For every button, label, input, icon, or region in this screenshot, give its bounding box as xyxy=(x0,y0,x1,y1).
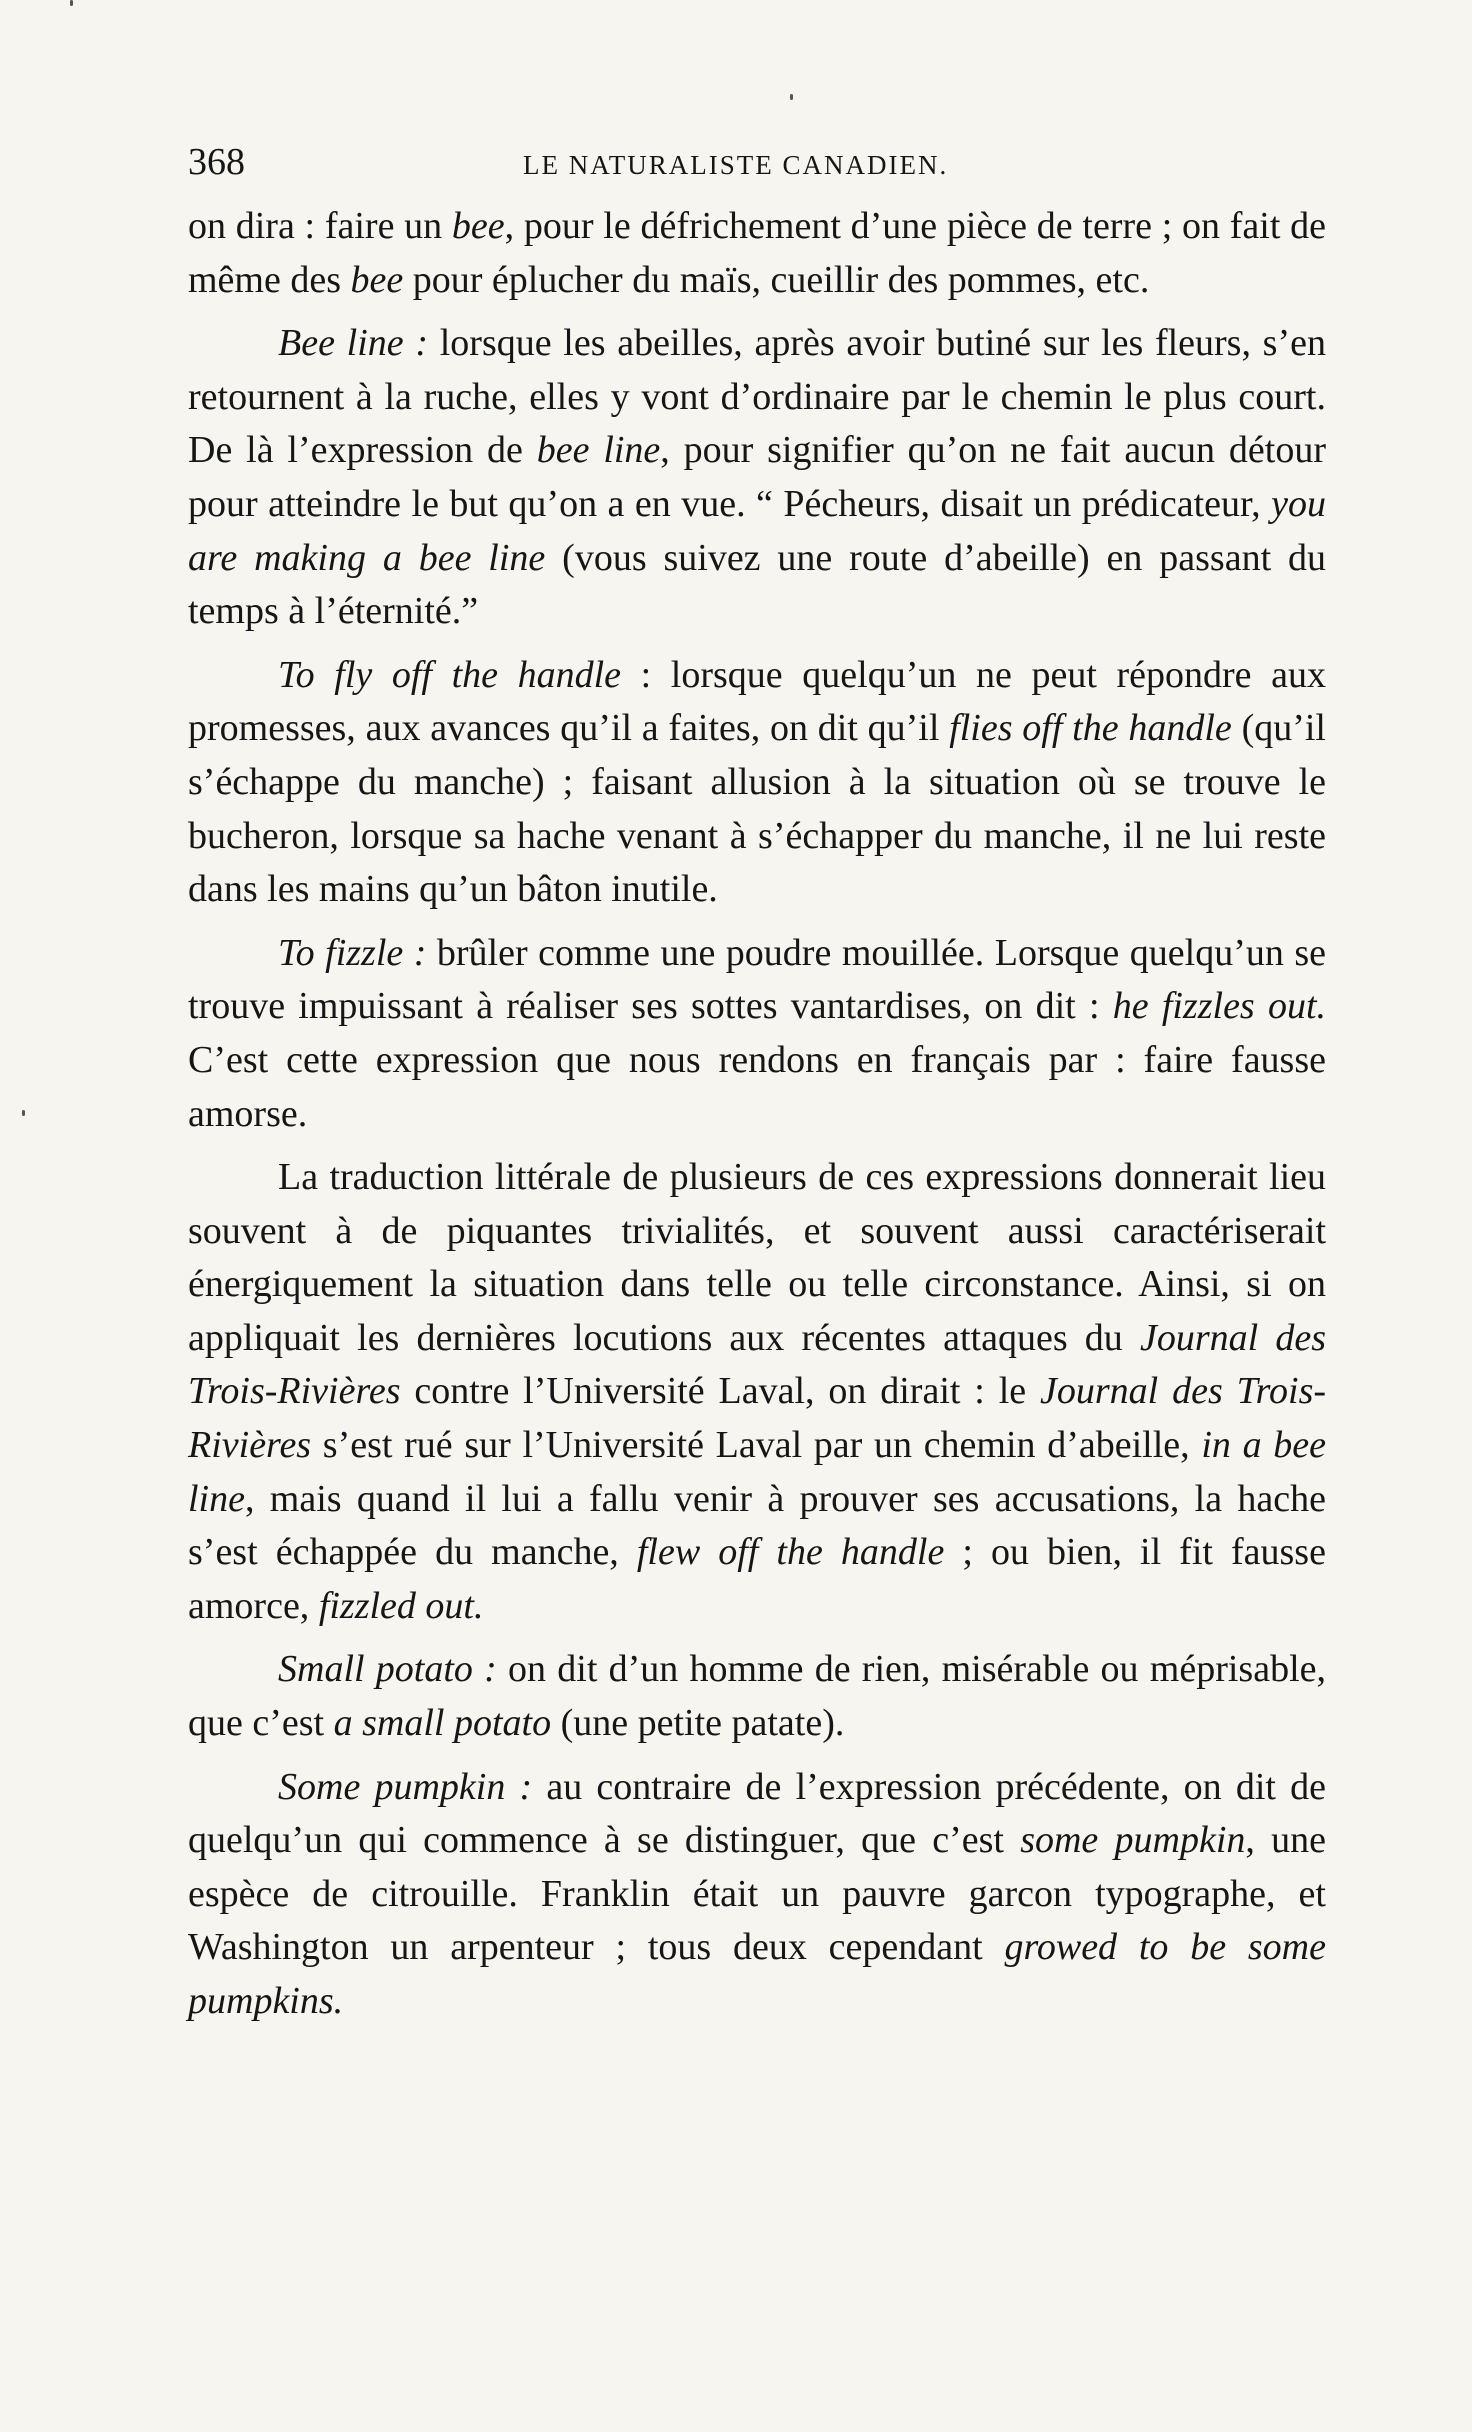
scan-speck xyxy=(22,1110,25,1116)
italic-term: To fly off the handle xyxy=(278,653,622,696)
book-page xyxy=(188,140,1326,2039)
text-run: (vous suivez une route d’abeille) en passant du temps à l’éternité.” xyxy=(188,536,1327,633)
journal-title: LE NATURALISTE CANADIEN. xyxy=(523,150,949,180)
italic-term: Small potato : xyxy=(278,1648,497,1691)
text-run: pour éplucher du maïs, cueillir des pommes, etc. xyxy=(403,258,1150,301)
body-text xyxy=(188,200,1326,2029)
paragraph xyxy=(188,927,1326,1141)
italic-term: flies off the handle xyxy=(949,707,1232,750)
scan-speck xyxy=(70,0,73,6)
italic-term: growed to be some pumpkins. xyxy=(188,1926,1326,2022)
italic-term: bee xyxy=(451,205,505,247)
italic-term: Bee line : xyxy=(278,322,429,365)
text-run: La traduction littérale de plusieurs de ces expressions donnerait lieu souvent à de piquantes trivialités, et souvent aussi caractériserait énergiquement la situation dans telle ou telle circonstance. Ainsi, si on appliquait les dernières locutions aux récentes attaques du xyxy=(188,1156,1326,1359)
text-run: on dira : faire un xyxy=(188,205,452,247)
text-run: , pour le défrichement d’une pièce de terre ; on fait de même des xyxy=(188,205,1326,301)
text-run: ; ou bien, il fit fausse amorce, xyxy=(188,1531,1326,1627)
italic-term: he fizzles out. xyxy=(1112,985,1326,1028)
italic-term: you are making a bee line xyxy=(188,482,1326,579)
italic-term: bee xyxy=(350,258,404,301)
text-run: , mais quand il lui a fallu venir à prouver ses accusations, la hache s’est échappée du manche, xyxy=(188,1477,1326,1574)
text-run: au contraire de l’expression précédente, on dit de quelqu’un qui commence à se distinguer, que c’est xyxy=(188,1765,1326,1862)
paragraph xyxy=(188,1643,1326,1750)
text-run: , une espèce de citrouille. Franklin était un pauvre garcon typographe, et Washington un arpenteur ; tous deux cependant xyxy=(188,1819,1326,1969)
text-run: : lorsque quelqu’un ne peut répondre aux promesses, aux avances qu’il a faites, on dit qu’il xyxy=(188,653,1326,750)
text-run: contre l’Université Laval, on dirait : le xyxy=(400,1370,1041,1413)
italic-term: Some pumpkin : xyxy=(278,1765,533,1808)
italic-term: a small potato xyxy=(333,1702,552,1745)
text-run: C’est cette expression que nous rendons en français par : faire fausse amorse. xyxy=(188,1038,1326,1135)
text-run: brûler comme une poudre mouillée. Lorsque quelqu’un se trouve impuissant à réaliser ses sottes vantardises, on dit : xyxy=(188,931,1327,1028)
italic-term: some pumpkin xyxy=(1020,1819,1246,1862)
italic-term: fizzled out. xyxy=(318,1584,484,1627)
text-run: s’est rué sur l’Université Laval par un chemin d’abeille, xyxy=(311,1424,1202,1467)
text-run: , pour signifier qu’on ne fait aucun détour pour atteindre le but qu’on a en vue. “ Pécheurs, disait un prédicateur, xyxy=(188,429,1326,525)
scan-speck xyxy=(790,94,793,100)
paragraph xyxy=(188,1151,1326,1633)
paragraph xyxy=(188,200,1326,307)
italic-term: To fizzle : xyxy=(278,931,427,974)
italic-term: Journal des Trois-Rivières xyxy=(188,1316,1326,1413)
text-run: lorsque les abeilles, après avoir butiné sur les fleurs, s’en retournent à la ruche, elles y vont d’ordinaire par le chemin le plus court. De là l’expression de xyxy=(188,322,1326,472)
text-run: (qu’il s’échappe du manche) ; faisant allusion à la situation où se trouve le bucheron, lorsque sa hache venant à s’échapper du manche, il ne lui reste dans les mains qu’un bâton inutile. xyxy=(188,707,1326,911)
paragraph xyxy=(188,649,1326,917)
italic-term: bee line xyxy=(536,429,661,472)
italic-term: flew off the handle xyxy=(636,1531,945,1574)
italic-term: Journal des Trois-Rivières xyxy=(188,1370,1327,1467)
italic-term: in a bee line xyxy=(188,1424,1326,1520)
paragraph xyxy=(188,1761,1326,2029)
text-run: (une petite patate). xyxy=(551,1702,845,1745)
running-head xyxy=(188,140,1326,200)
page-number: 368 xyxy=(188,141,245,183)
text-run: on dit d’un homme de rien, misérable ou méprisable, que c’est xyxy=(188,1648,1327,1745)
paragraph xyxy=(188,317,1326,639)
